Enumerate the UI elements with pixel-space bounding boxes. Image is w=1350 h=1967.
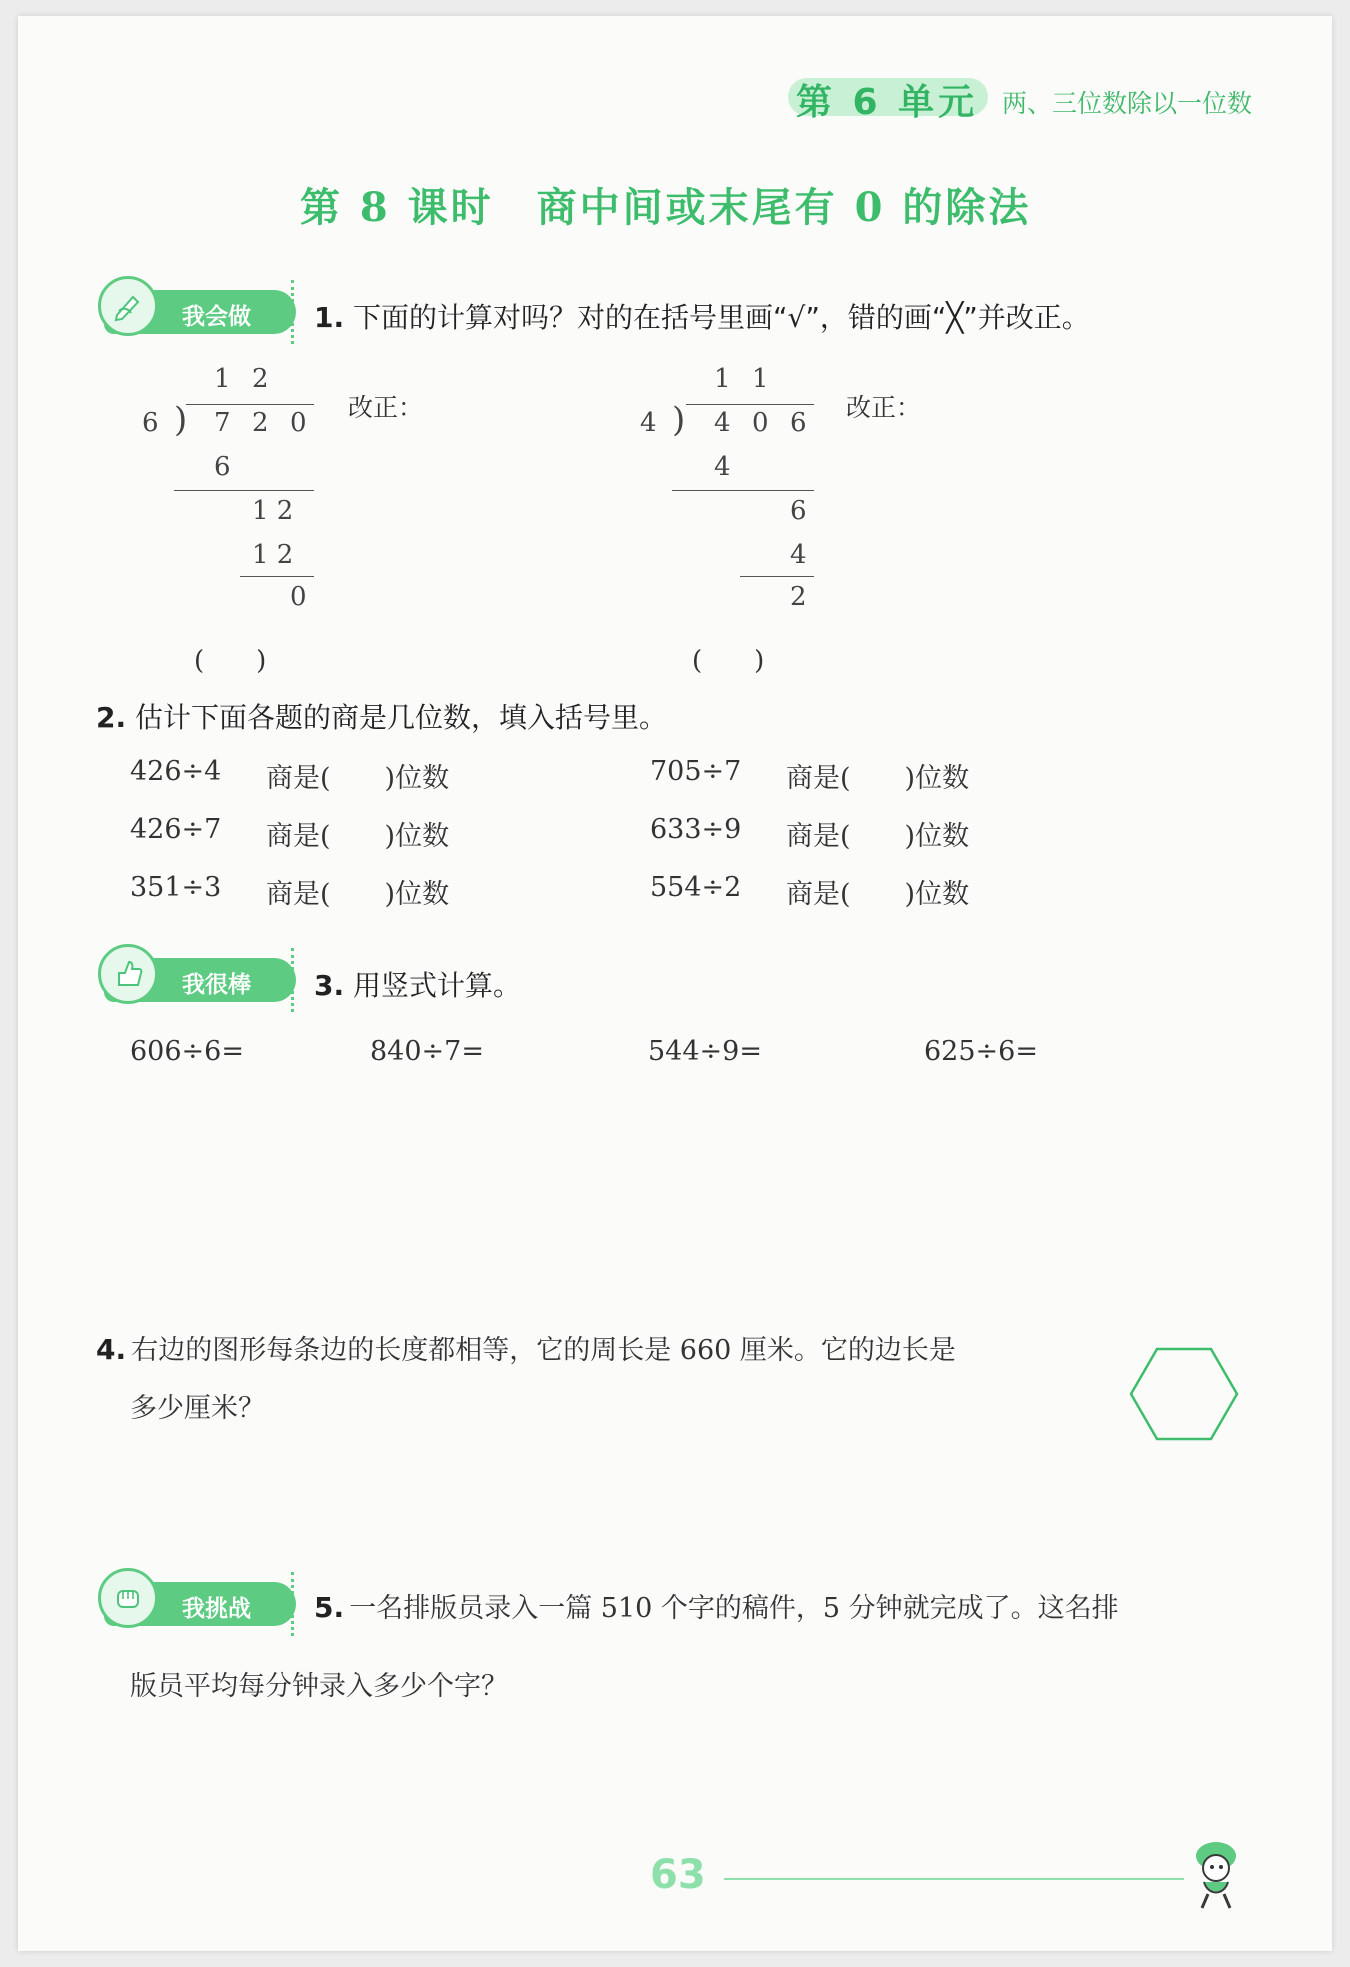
section-label: 我很棒 bbox=[182, 972, 251, 998]
dividend-digit: 7 bbox=[214, 408, 231, 438]
section-label: 我挑战 bbox=[182, 1596, 251, 1622]
dividend-digit: 6 bbox=[790, 408, 807, 438]
question-text-line-2: 多少厘米？ bbox=[130, 1393, 265, 1424]
answer-blank: 商是( )位数 bbox=[786, 763, 970, 794]
vertical-calc-expression: 625÷6= bbox=[924, 1036, 1038, 1067]
correction-label: 改正： bbox=[846, 393, 922, 422]
page-number: 63 bbox=[650, 1852, 706, 1898]
answer-blank: 商是( )位数 bbox=[786, 879, 970, 910]
dividend-digit: 4 bbox=[714, 408, 731, 438]
quotient-digit: 1 bbox=[752, 364, 769, 394]
vertical-calc-expression: 840÷7= bbox=[370, 1036, 484, 1067]
division-expression: 426÷7 bbox=[130, 814, 222, 845]
answer-blank: 商是( )位数 bbox=[786, 821, 970, 852]
dividend-digit: 0 bbox=[290, 408, 307, 438]
division-bracket: ) bbox=[174, 400, 188, 440]
step-value: 6 bbox=[790, 496, 807, 526]
answer-blank: 商是( )位数 bbox=[266, 879, 450, 910]
quotient-digit: 1 bbox=[214, 364, 231, 394]
section-badge-challenge bbox=[104, 1582, 296, 1626]
fist-icon bbox=[98, 1568, 158, 1628]
section-label: 我会做 bbox=[182, 304, 251, 330]
thumbs-up-icon bbox=[98, 944, 158, 1004]
quotient-digit: 1 bbox=[714, 364, 731, 394]
question-2 bbox=[96, 696, 667, 736]
question-text: 估计下面各题的商是几位数，填入括号里。 bbox=[135, 701, 668, 734]
vertical-calc-expression: 606÷6= bbox=[130, 1036, 244, 1067]
pencil-hand-icon bbox=[98, 276, 158, 336]
question-4 bbox=[96, 1328, 956, 1367]
question-number: 2. bbox=[96, 701, 127, 734]
step-value: 6 bbox=[214, 452, 231, 482]
workbook-page bbox=[18, 16, 1332, 1951]
step-value: 1 2 bbox=[252, 540, 294, 570]
unit-title: 第 6 单元 bbox=[796, 82, 979, 123]
step-value: 2 bbox=[790, 582, 807, 612]
answer-blank: 商是( )位数 bbox=[266, 763, 450, 794]
divisor: 6 bbox=[142, 408, 159, 438]
answer-parentheses: ( ) bbox=[194, 646, 267, 676]
hexagon-figure bbox=[1128, 1346, 1240, 1442]
question-number: 1. bbox=[314, 301, 345, 334]
question-1 bbox=[314, 296, 1090, 336]
section-badge-great bbox=[104, 958, 296, 1002]
dividend-digit: 2 bbox=[252, 408, 269, 438]
question-text-line-2: 版员平均每分钟录入多少个字？ bbox=[130, 1671, 508, 1702]
vertical-calc-expression: 544÷9= bbox=[648, 1036, 762, 1067]
division-expression: 633÷9 bbox=[650, 814, 742, 845]
correction-label: 改正： bbox=[348, 393, 424, 422]
step-value: 1 2 bbox=[252, 496, 294, 526]
question-number: 4. bbox=[96, 1333, 127, 1366]
dividend-digit: 0 bbox=[752, 408, 769, 438]
divisor: 4 bbox=[640, 408, 657, 438]
question-text: 右边的图形每条边的长度都相等，它的周长是 660 厘米。它的边长是 bbox=[131, 1335, 956, 1366]
division-bracket: ) bbox=[672, 400, 686, 440]
question-text: 一名排版员录入一篇 510 个字的稿件，5 分钟就完成了。这名排 bbox=[349, 1593, 1119, 1624]
step-value: 4 bbox=[714, 452, 731, 482]
step-value: 0 bbox=[290, 582, 307, 612]
lesson-title: 第 8 课时 商中间或末尾有 0 的除法 bbox=[300, 184, 1032, 231]
mascot-icon bbox=[1178, 1834, 1252, 1912]
quotient-digit: 2 bbox=[252, 364, 269, 394]
answer-parentheses: ( ) bbox=[692, 646, 765, 676]
division-expression: 705÷7 bbox=[650, 756, 742, 787]
question-text: 用竖式计算。 bbox=[353, 969, 522, 1002]
answer-blank: 商是( )位数 bbox=[266, 821, 450, 852]
division-expression: 426÷4 bbox=[130, 756, 222, 787]
division-expression: 351÷3 bbox=[130, 872, 222, 903]
unit-subtitle: 两、三位数除以一位数 bbox=[1002, 89, 1253, 118]
question-5 bbox=[314, 1586, 1119, 1625]
question-number: 3. bbox=[314, 969, 345, 1002]
question-3 bbox=[314, 964, 521, 1004]
step-value: 4 bbox=[790, 540, 807, 570]
question-number: 5. bbox=[314, 1591, 345, 1624]
question-text: 下面的计算对吗？对的在括号里画“√”，错的画“╳”并改正。 bbox=[353, 301, 1090, 334]
division-expression: 554÷2 bbox=[650, 872, 742, 903]
section-badge-can-do bbox=[104, 290, 296, 334]
footer-rule bbox=[724, 1878, 1184, 1880]
